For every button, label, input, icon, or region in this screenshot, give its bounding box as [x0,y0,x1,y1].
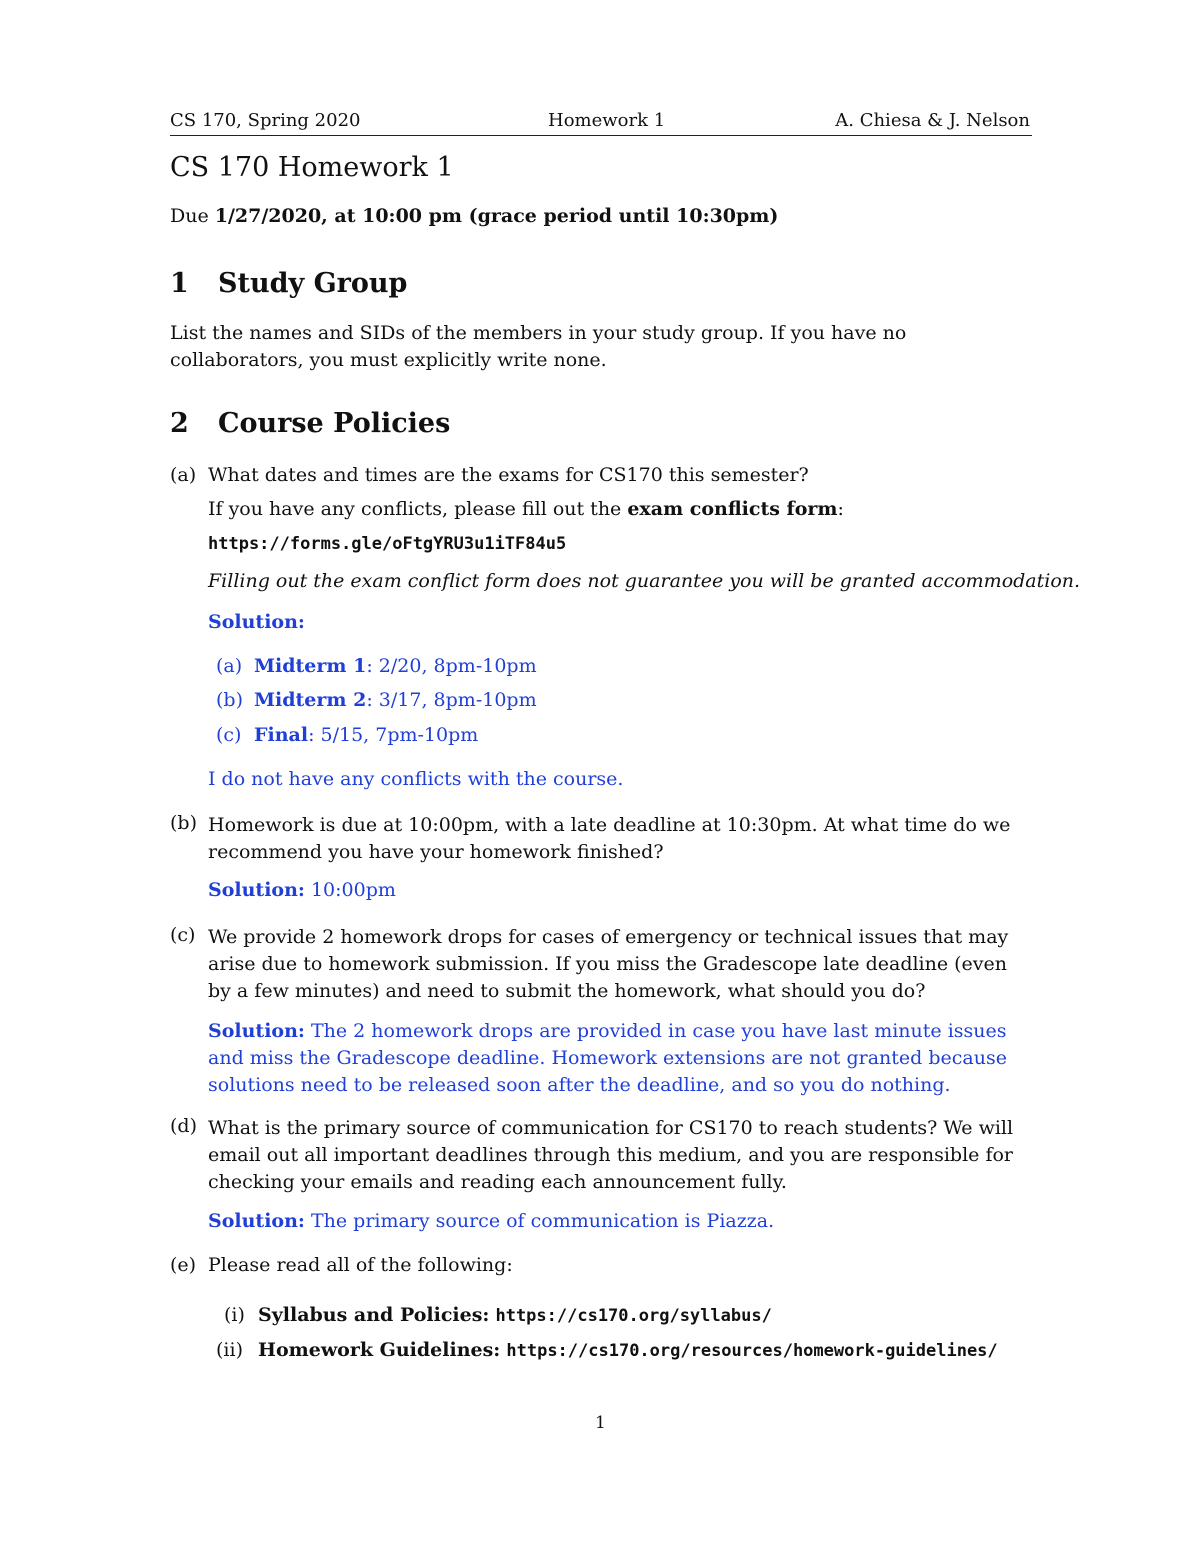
question-d-label: (d) [170,1115,197,1137]
page-number: 1 [595,1413,606,1433]
question-c-label: (c) [170,924,196,946]
section-2-title: Course Policies [218,408,451,439]
homework-guidelines-link[interactable]: https://cs170.org/resources/homework-guidelines/ [506,1341,998,1361]
solution-d-label: Solution: [208,1210,305,1232]
question-c-text: We provide 2 homework drops for cases of emergency or technical issues that may arise due to homework submission. If you miss the Gradescope late deadline (even by a few minutes) and need to submit the homework, what should you do? [208,926,1009,1002]
reading-item [224,1304,772,1326]
conflict-note: Filling out the exam conflict form does not guarantee you will be granted accommodation. [208,570,1081,592]
question-e-label: (e) [170,1254,197,1276]
header-left: CS 170, Spring 2020 [170,110,361,131]
reading-item-name: Syllabus and Policies: [258,1304,490,1326]
page-title: CS 170 Homework 1 [170,152,454,183]
exam-item-name: Final [254,724,309,746]
question-b-text: Homework is due at 10:00pm, with a late deadline at 10:30pm. At what time do we recommend you have your homework finished? [208,814,1011,863]
question-a [170,464,809,486]
section-1-text: List the names and SIDs of the members in your study group. If you have no collaborators, you must explicitly write none. [170,322,907,371]
reading-item-label: (i) [224,1304,245,1326]
exam-item-name: Midterm 2 [254,689,367,711]
question-a-text: What dates and times are the exams for CS170 this semester? [208,464,809,486]
exam-item-detail: : 2/20, 8pm-10pm [366,655,537,677]
conflict-suffix: : [837,498,844,520]
section-2-heading [170,408,450,439]
header-center: Homework 1 [548,110,666,131]
section-2-number: 2 [170,408,189,439]
solution-c-label: Solution: [208,1020,305,1042]
no-conflict-text: I do not have any conflicts with the course. [208,768,624,790]
conflict-prefix: If you have any conflicts, please fill out the [208,498,628,520]
reading-item [216,1339,998,1361]
due-bold: 1/27/2020, at 10:00 pm (grace period until 10:30pm) [214,205,779,227]
solution-d [208,1210,774,1232]
header-rule [170,135,1032,136]
syllabus-link[interactable]: https://cs170.org/syllabus/ [495,1306,772,1326]
question-b-label: (b) [170,812,197,834]
question-e-text: Please read all of the following: [208,1254,513,1276]
exam-item-name: Midterm 1 [254,655,367,677]
solution-b [208,879,396,901]
question-d-text: What is the primary source of communication for CS170 to reach students? We will email out all important deadlines through this medium, and you are responsible for checking your emails and reading each announcement fully. [208,1117,1014,1193]
exam-item-label: (a) [216,655,243,677]
conflict-line [208,498,844,520]
section-1-number: 1 [170,268,189,299]
section-1-heading [170,268,407,299]
conflict-bold: exam conflicts form [627,498,838,520]
exam-item-detail: : 5/15, 7pm-10pm [308,724,479,746]
question-e [170,1254,513,1276]
exam-item [216,724,478,746]
solution-a-label: Solution: [208,611,305,633]
exam-item [216,689,537,711]
header-right: A. Chiesa & J. Nelson [835,110,1030,131]
reading-item-name: Homework Guidelines: [258,1339,501,1361]
reading-item-label: (ii) [216,1339,243,1361]
exam-item-label: (b) [216,689,243,711]
exam-item-detail: : 3/17, 8pm-10pm [366,689,537,711]
exam-conflicts-link[interactable]: https://forms.gle/oFtgYRU3u1iTF84u5 [208,534,567,554]
exam-item-label: (c) [216,724,242,746]
section-1-title: Study Group [218,268,408,299]
due-date [170,205,778,227]
solution-d-text: The primary source of communication is Piazza. [304,1210,775,1232]
solution-c-text: The 2 homework drops are provided in case you have last minute issues and miss the Gradescope deadline. Homework extensions are not granted because solutions need to be released soon after the deadline, and so you do nothing. [208,1020,1007,1096]
exam-item [216,655,537,677]
solution-b-label: Solution: [208,879,305,901]
solution-c [208,1018,1034,1099]
solution-b-text: 10:00pm [304,879,396,901]
due-prefix: Due [170,205,215,227]
question-a-label: (a) [170,464,197,486]
